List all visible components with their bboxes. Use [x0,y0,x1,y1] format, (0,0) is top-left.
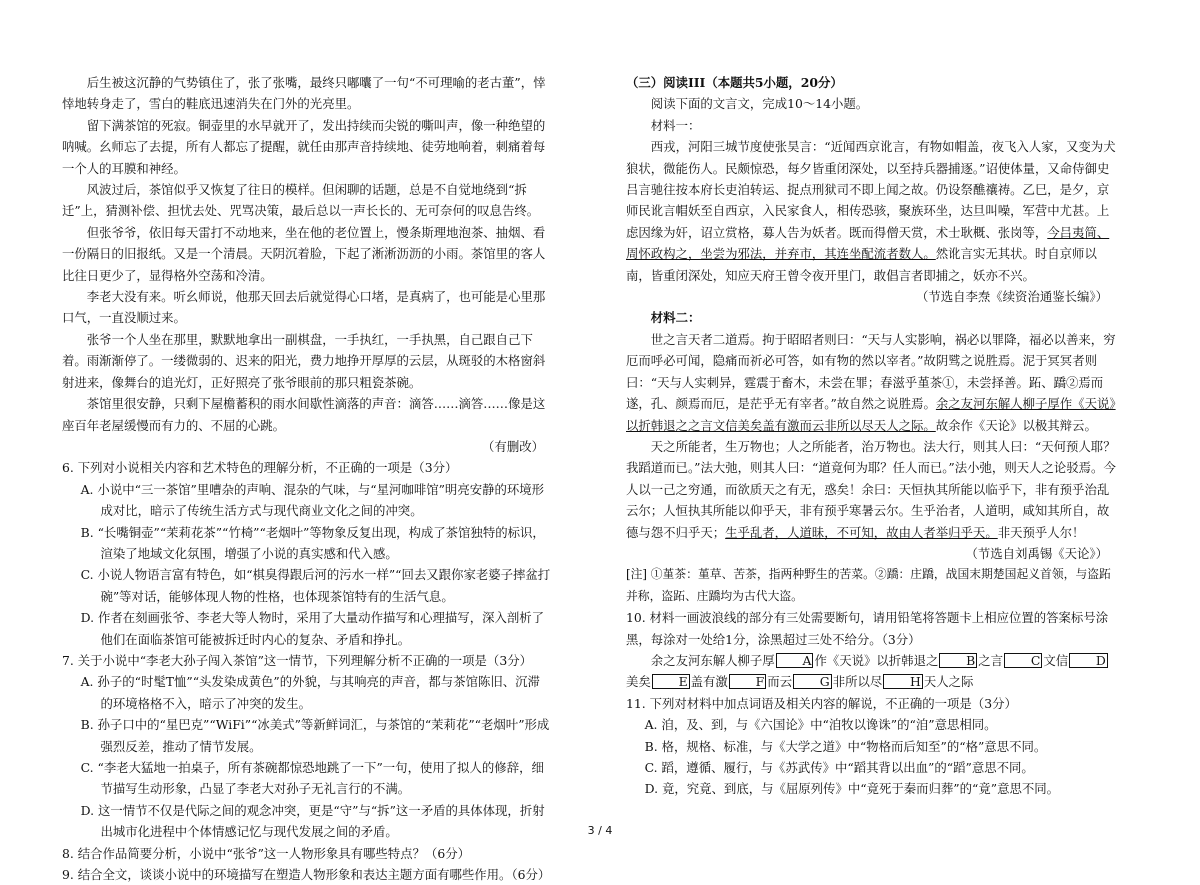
story-paragraph: 风波过后，茶馆似乎又恢复了往日的模样。但闲聊的话题，总是不自觉地绕到“拆迁”上，猜测补偿、担忧去处、咒骂决策，最后总以一声长长的、无可奈何的叹息告终。 [62,182,540,219]
q10-segment: 非所以尽 [832,674,883,690]
story-paragraph: 后生被这沉静的气势镇住了，张了张嘴，最终只嘟囔了一句“不可理喻的老古董”，悻悻地转身走了，雪白的鞋底迅速消失在门外的光亮里。 [62,75,546,112]
q10-segment: 余之友河东解人柳子厚 [650,652,775,668]
q10-segment: 美矣 [626,674,651,690]
question-10-stem: 10. 材料一画波浪线的部分有三处需要断句，请用铅笔将答题卡上相应位置的答案标号涂黑，每涂对一处给1分，涂黑超过三处不给分。（3分） [626,610,1109,647]
q10-segment: 天人之际 [923,674,974,690]
story-paragraph: 张爷一个人坐在那里，默默地拿出一副棋盘，一手执红，一手执黑，自己跟自己下着。雨渐渐停了。一缕微弱的、迟来的阳光，费力地挣开厚厚的云层，从斑驳的木格窗斜射进来，像舞台的追光灯，正好照亮了张爷眼前的那只粗瓷茶碗。 [62,331,546,390]
material-2-text-part: 非天预乎人尔！ [997,524,1085,540]
q10-segment: 之言 [978,652,1004,668]
question-11-option-c: C. 蹈，遵循、履行，与《苏武传》中“蹈其背以出血”的“蹈”意思不同。 [644,760,1034,775]
page-number: 3 / 4 [587,824,613,837]
question-7-option-a: A. 孙子的“时髦T恤”“头发染成黄色”的外貌，与其响亮的声音，都与茶馆陈旧、沉滞的环境格格不入，暗示了冲突的发生。 [80,674,540,711]
q10-choice-box[interactable]: G [793,674,832,689]
material-1-source: （节选自李焘《续资治通鉴长编》） [915,289,1108,305]
q10-choice-box[interactable]: H [883,674,923,689]
question-7-option-c: C. “李老大猛地一拍桌子，所有茶碗都惊恐地跳了一下”一句，使用了拟人的修辞，细节描写生动形象，凸显了李老大对孙子无礼言行的不满。 [80,760,544,797]
material-2-wavy-underlined: 余之友河东解人柳子厚作《天说》以折韩退之之言文信美矣盖有激而云非所以尽天人之际。 [626,396,1116,433]
question-7-option-b: B. 孙子口中的“星巴克”“WiFi”“冰美式”等新鲜词汇，与茶馆的“茉莉花”“老烟叶”形成强烈反差，推动了情节发展。 [80,717,550,754]
q10-choice-box[interactable]: B [939,653,977,668]
question-11-option-b: B. 格，规格、标准，与《大学之道》中“物格而后知至”的“格”意思不同。 [644,738,1047,754]
question-11-stem: 11. 下列对材料中加点词语及相关内容的解说，不正确的一项是（3分） [626,695,1017,711]
q10-segment: 文信 [1043,652,1069,668]
story-paragraph: 但张爷爷，依旧每天雷打不动地来，坐在他的老位置上，慢条斯理地泡茶、抽烟、看一份隔日的旧报纸。又是一个清晨。天阴沉着脸，下起了淅淅沥沥的小雨。茶馆里的客人比往日更少了，显得格外空荡和冷清。 [62,224,546,283]
material-2-source: （节选自刘禹锡《天论》） [965,545,1108,561]
question-10-sentence [626,650,1116,693]
q10-choice-box[interactable]: F [729,674,766,689]
section-heading: （三）阅读III（本题共5小题，20分） [626,75,843,90]
question-7-option-d: D. 这一情节不仅是代际之间的观念冲突，更是“守”与“拆”这一矛盾的具体体现，折射出城市化进程中个体情感记忆与现代发展之间的矛盾。 [80,802,545,840]
question-11-option-a: A. 洎，及、到，与《六国论》中“洎牧以谗诛”的“洎”意思相同。 [644,717,997,733]
q10-choice-box[interactable]: D [1069,653,1108,668]
question-6-stem: 6. 下列对小说相关内容和艺术特色的理解分析，不正确的一项是（3分） [62,460,458,476]
question-11-option-d: D. 竟，究竟、到底，与《屈原列传》中“竟死于秦而归葬”的“竟”意思不同。 [644,781,1060,797]
question-6-option-b: B. “长嘴铜壶”“茉莉花茶”“竹椅”“老烟叶”等物象反复出现，构成了茶馆独特的标识，渲染了地域文化氛围，增强了小说的真实感和代入感。 [80,524,545,561]
material-2-text-part: 世之言天者二道焉。拘于昭昭者则曰：“天与人实影响，祸必以罪降，福必以善来，穷厄而呼必可闻，隐痛而祈必可答，如有物的然以宰者。”故阴骘之说胜焉。泥于冥冥者则曰：“天与人实刺异，霆震于畜木，未尝在罪；春滋乎堇茶①，未尝择善。跖、蹻②焉而遂，孔、颜焉而厄，是茫乎无有宰者。”故自然之说胜焉。 [626,331,1116,412]
q10-choice-box[interactable]: E [652,674,690,689]
material-2-paragraph-1 [626,329,1116,436]
material-1-text [626,136,1116,286]
material-1-underlined: 今吕夷简、周怀政构之，坐尝为邪法，并弃市，其连坐配流者数人。 [626,224,1110,262]
material-2-text-part: 故余作《天论》以极其辩云。 [935,417,1097,433]
right-column [626,72,1116,800]
story-source: （有删改） [482,438,544,454]
q10-choice-box[interactable]: A [776,653,814,668]
material-2-label: 材料二： [650,310,701,326]
q10-segment: 作《天说》以折韩退之 [814,652,939,668]
q10-segment: 而云 [767,674,792,690]
q10-segment: 盖有激 [690,674,728,690]
story-paragraph: 李老大没有来。听幺师说，他那天回去后就觉得心口堵，是真病了，也可能是心里那口气，一直没顺过来。 [62,289,546,326]
q10-choice-box[interactable]: C [1004,653,1042,668]
material-1-label: 材料一： [650,117,701,133]
left-column [62,72,552,885]
material-1-text-part: 然讹言实无其状。时自京师以南，皆重闭深处，知应天府王曾令夜开里门，敢倡言者即捕之，妖亦不兴。 [626,246,1097,283]
story-paragraph: 茶馆里很安静，只剩下屋檐蓄积的雨水间歇性滴落的声音：滴答……滴答……像是这座百年老屋缓慢而有力的、不屈的心跳。 [62,396,546,433]
material-1-text-part: 西戎，河阳三城节度使张昊言：“近闻西京讹言，有物如帽盖，夜飞入人家，又变为犬狼状，微能伤人。民颇惊恐，每夕皆重闭深处，以至持兵器捕逐。”诏使体量，又命侍御史吕言驰往按本府长吏洎转运、捉点刑狱司不即上闻之故。仍设祭醮禳祷。乙巳，是夕，京师民讹言帽妖至自西京，入民家食人，相传恐骇，聚族环坐，达旦叫噪，军营中尤甚。上虑因缘为奸，诏立赏格，募人告为妖者。既而得僧天赏，术士耿概、张岗等， [626,139,1116,240]
question-6-option-c: C. 小说人物语言富有特色，如“棋臭得跟后河的污水一样”“回去又跟你家老婆子摔盆打碗”等对话，能够体现人物的性格，也体现茶馆特有的生活气息。 [80,567,551,604]
question-6-option-a: A. 小说中“三一茶馆”里嘈杂的声响、混杂的气味，与“星河咖啡馆”明亮安静的环境形成对比，暗示了传统生活方式与现代商业文化之间的冲突。 [80,481,545,519]
material-2-text-part: 天之所能者，生万物也；人之所能者，治万物也。法大行，则其人曰：“天何预人耶？我蹈道而已。”法大弛，则其人曰：“道竟何为耶？任人而已。”法小弛，则天人之论驳焉。今人以一己之穷通，而欲质天之有无，惑矣！余曰：天恒执其所能以临乎下，非有预乎治乱云尔；人恒执其所能以仰乎天，非有预乎寒暑云尔。生乎治者，人道明，咸知其所自，故德与怨不归乎天； [626,438,1116,540]
question-9: 9. 结合全文，谈谈小说中的环境描写在塑造人物形象和表达主题方面有哪些作用。（6分） [62,867,551,883]
question-7-stem: 7. 关于小说中“李老大孙子闯入茶馆”这一情节，下列理解分析不正确的一项是（3分） [62,652,532,668]
material-2-paragraph-2 [626,436,1116,543]
material-2-underlined: 生乎乱者，人道昧，不可知，故由人者举归乎天。 [725,524,998,540]
question-6-option-d: D. 作者在刻画张爷、李老大等人物时，采用了大量动作描写和心理描写，深入剖析了他们在面临茶馆可能被拆迁时内心的复杂、矛盾和挣扎。 [80,610,545,647]
section-intro: 阅读下面的文言文，完成10～14小题。 [650,96,869,112]
story-paragraph: 留下满茶馆的死寂。铜壶里的水早就开了，发出持续而尖锐的嘶叫声，像一种绝望的呐喊。幺师忘了去提，所有人都忘了提醒，就任由那声音持续地、徒劳地响着，刺痛着每一个人的耳膜和神经。 [62,117,546,176]
question-8: 8. 结合作品简要分析，小说中“张爷”这一人物形象具有哪些特点？（6分） [62,845,471,861]
footnote: [注] ①堇茶：堇草、苦茶，指两种野生的苦菜。②蹻：庄蹻，战国末期楚国起义首领，与盗跖并称，盗跖、庄蹻均为古代大盗。 [626,567,1111,603]
